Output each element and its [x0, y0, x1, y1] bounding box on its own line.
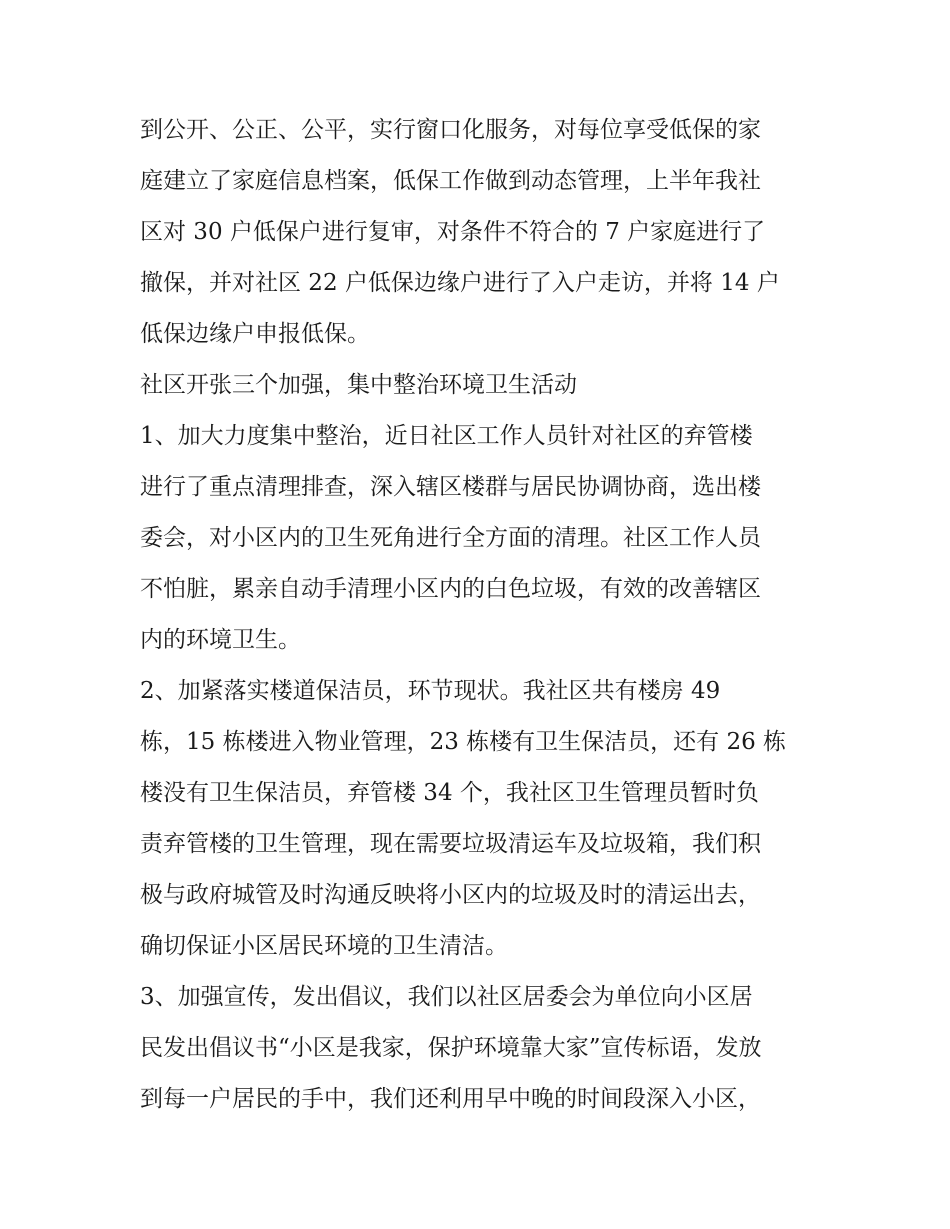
document-body — [140, 105, 820, 1125]
text-line: 委会，对小区内的卫生死角进行全方面的清理。社区工作人员 — [140, 525, 761, 551]
text-line: 责弃管楼的卫生管理，现在需要垃圾清运车及垃圾箱，我们积 — [140, 831, 761, 857]
text-line: 1、加大力度集中整治，近日社区工作人员针对社区的弃管楼 — [140, 423, 753, 449]
text-line: 民发出倡议书“小区是我家，保护环境靠大家”宣传标语，发放 — [140, 1035, 762, 1061]
text-line: 栋，15 栋楼进入物业管理，23 栋楼有卫生保洁员，还有 26 栋 — [140, 729, 787, 755]
text-line: 庭建立了家庭信息档案，低保工作做到动态管理，上半年我社 — [140, 168, 761, 194]
text-line: 低保边缘户申报低保。 — [140, 321, 370, 347]
text-line: 不怕脏，累亲自动手清理小区内的白色垃圾，有效的改善辖区 — [140, 576, 761, 602]
text-line: 确切保证小区居民环境的卫生清洁。 — [140, 933, 508, 959]
text-line: 区对 30 户低保户进行复审，对条件不符合的 7 户家庭进行了 — [140, 219, 766, 245]
text-line: 撤保，并对社区 22 户低保边缘户进行了入户走访，并将 14 户 — [140, 270, 780, 296]
text-line: 极与政府城管及时沟通反映将小区内的垃圾及时的清运出去， — [140, 882, 761, 908]
text-line: 到每一户居民的手中，我们还利用早中晚的时间段深入小区， — [140, 1086, 761, 1112]
text-line: 内的环境卫生。 — [140, 627, 301, 653]
text-line: 3、加强宣传，发出倡议，我们以社区居委会为单位向小区居 — [140, 984, 753, 1010]
text-line: 楼没有卫生保洁员，弃管楼 34 个，我社区卫生管理员暂时负 — [140, 780, 759, 806]
text-line: 进行了重点清理排查，深入辖区楼群与居民协调协商，选出楼 — [140, 474, 761, 500]
section-heading: 社区开张三个加强，集中整治环境卫生活动 — [140, 372, 577, 398]
text-line: 2、加紧落实楼道保洁员，环节现状。我社区共有楼房 49 — [140, 678, 721, 704]
text-line: 到公开、公正、公平，实行窗口化服务，对每位享受低保的家 — [140, 117, 761, 143]
